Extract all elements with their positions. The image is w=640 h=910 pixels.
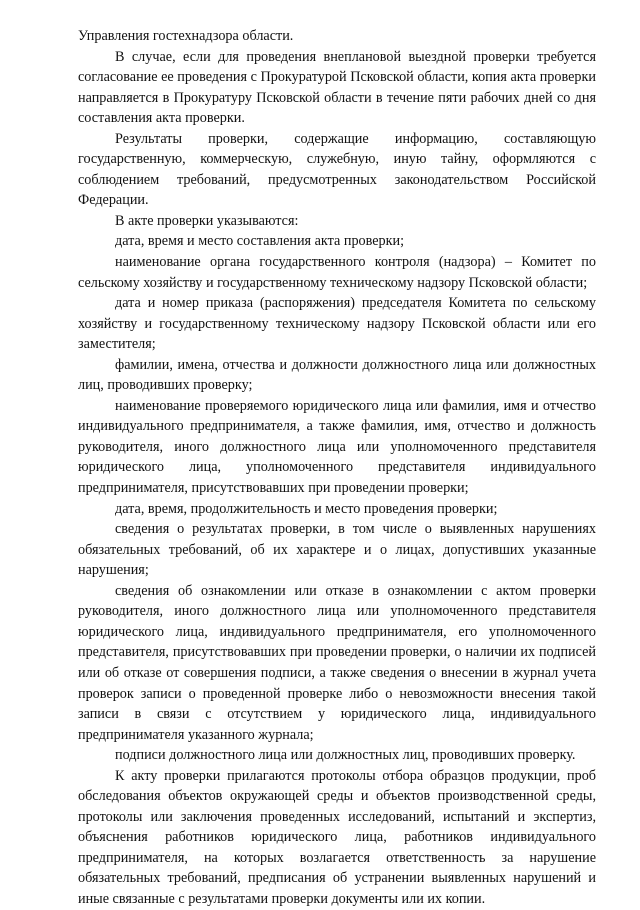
- list-item-authority-name: наименование органа государственного контроля (надзора) – Комитет по сельскому хозяйству и государственному техническому надзору Псковской области;: [78, 254, 596, 291]
- list-item-inspectors: фамилии, имена, отчества и должности должностного лица или должностных лиц, проводивших проверку;: [78, 356, 596, 394]
- list-item-order-number: дата и номер приказа (распоряжения) председателя Комитета по сельскому хозяйству и государственному техническому надзору Псковской области или его заместителя;: [78, 295, 596, 353]
- list-item-inspection-time: дата, время, продолжительность и место проведения проверки;: [115, 500, 498, 517]
- paragraph-prosecutor-approval: В случае, если для проведения внеплановой выездной проверки требуется согласование ее проведения с Прокуратурой Псковской области, копия акта проверки направляется в Прокуратуру Псковской области в течение пяти рабочих дней со дня составления акта проверки.: [78, 48, 596, 127]
- list-item-signatures: подписи должностного лица или должностных лиц, проводивших проверку.: [115, 747, 576, 764]
- paragraph-act-contents-intro: В акте проверки указываются:: [115, 212, 299, 229]
- list-item-inspected-entity: наименование проверяемого юридического лица или фамилия, имя и отчество индивидуального предпринимателя, а также фамилия, имя, отчество и должность руководителя, иного должностного лица или уполномоченного представителя юридического лица, уполномоченного представителя индивидуального предпринимателя, присутствовавших при проведении проверки;: [78, 397, 596, 497]
- paragraph-secret-info: Результаты проверки, содержащие информацию, составляющую государственную, коммерческую, служебную, иную тайну, оформляются с соблюдением требований, предусмотренных законодательством Российской Федерации.: [78, 130, 596, 209]
- document-page: [78, 26, 596, 910]
- paragraph-continuation: Управления гостехнадзора области.: [78, 28, 294, 44]
- list-item-acknowledgement: сведения об ознакомлении или отказе в ознакомлении с актом проверки руководителя, иного должностного лица или уполномоченного представителя юридического лица, индивидуального предпринимателя, его уполномоченного представителя, присутствовавших при проведении проверки, о наличии их подписей или об отказе от совершения подписи, а также сведения о внесении в журнал учета проверок записи о проведенной проверке либо о невозможности внесения такой записи в связи с отсутствием у юридического лица, индивидуального предпринимателя указанного журнала;: [78, 582, 596, 743]
- list-item-date-place: дата, время и место составления акта проверки;: [115, 233, 405, 250]
- paragraph-attachments: К акту проверки прилагаются протоколы отбора образцов продукции, проб обследования объектов окружающей среды и объектов производственной среды, протоколы или заключения проведенных исследований, испытаний и экспертиз, объяснения работников юридического лица, работников индивидуального предпринимателя, на которых возлагается ответственность за нарушение обязательных требований, предписания об устранении выявленных нарушений и иные связанные с результатами проверки документы или их копии.: [78, 767, 596, 907]
- list-item-results: сведения о результатах проверки, в том числе о выявленных нарушениях обязательных требований, об их характере и о лицах, допустивших указанные нарушения;: [78, 521, 596, 579]
